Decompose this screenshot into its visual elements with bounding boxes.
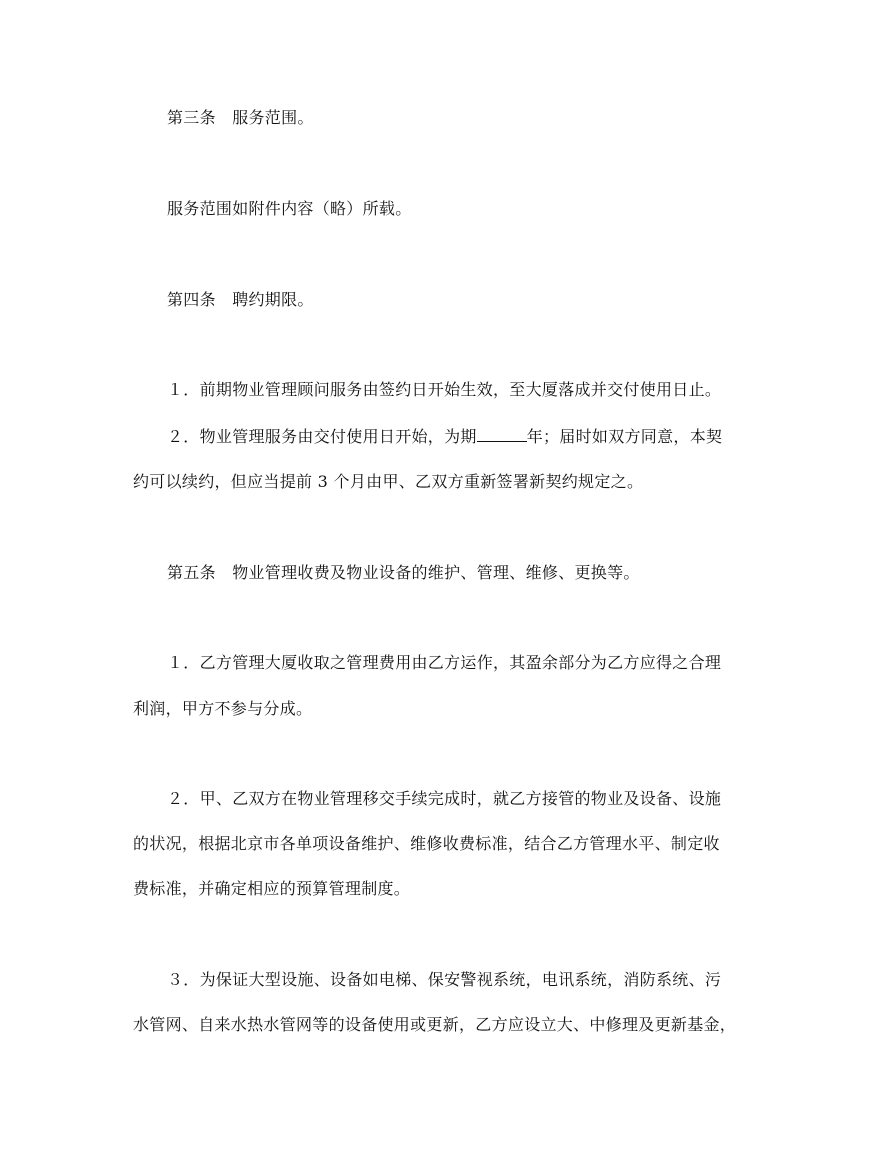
- article-5-clause-2-line-2: 的状况，根据北京市各单项设备维护、维修收费标准，结合乙方管理水平、制定收: [133, 834, 720, 853]
- article-4-clause-1: １．前期物业管理顾问服务由签约日开始生效，至大厦落成并交付使用日止。: [167, 380, 722, 399]
- clause-2-text-before-blank: ２．物业管理服务由交付使用日开始，为期: [167, 427, 477, 446]
- article-5-clause-2-line-1: ２．甲、乙双方在物业管理移交手续完成时，就乙方接管的物业及设备、设施: [167, 789, 722, 808]
- article-5-clause-3-line-1: ３．为保证大型设施、设备如电梯、保安警视系统，电讯系统，消防系统、污: [167, 970, 722, 989]
- article-5-heading: 第五条 物业管理收费及物业设备的维护、管理、维修、更换等。: [167, 563, 640, 582]
- clause-2-text-after-blank: 年；届时如双方同意，本契: [526, 427, 723, 446]
- article-4-heading: 第四条 聘约期限。: [167, 290, 314, 309]
- article-3-heading: 第三条 服务范围。: [167, 108, 314, 127]
- article-5-clause-3-line-2: 水管网、自来水热水管网等的设备使用或更新，乙方应设立大、中修理及更新基金，: [133, 1015, 737, 1034]
- term-years-blank: [477, 427, 527, 442]
- article-4-clause-2-line-1: [167, 427, 807, 447]
- article-4-clause-2-line-2: 约可以续约，但应当提前 3 个月由甲、乙双方重新签署新契约规定之。: [133, 472, 644, 491]
- article-5-clause-1-line-2: 利润，甲方不参与分成。: [133, 699, 313, 718]
- article-5-clause-1-line-1: １．乙方管理大厦收取之管理费用由乙方运作，其盈余部分为乙方应得之合理: [167, 653, 722, 672]
- article-5-clause-2-line-3: 费标准，并确定相应的预算管理制度。: [133, 879, 411, 898]
- article-3-body: 服务范围如附件内容（略）所载。: [167, 199, 412, 218]
